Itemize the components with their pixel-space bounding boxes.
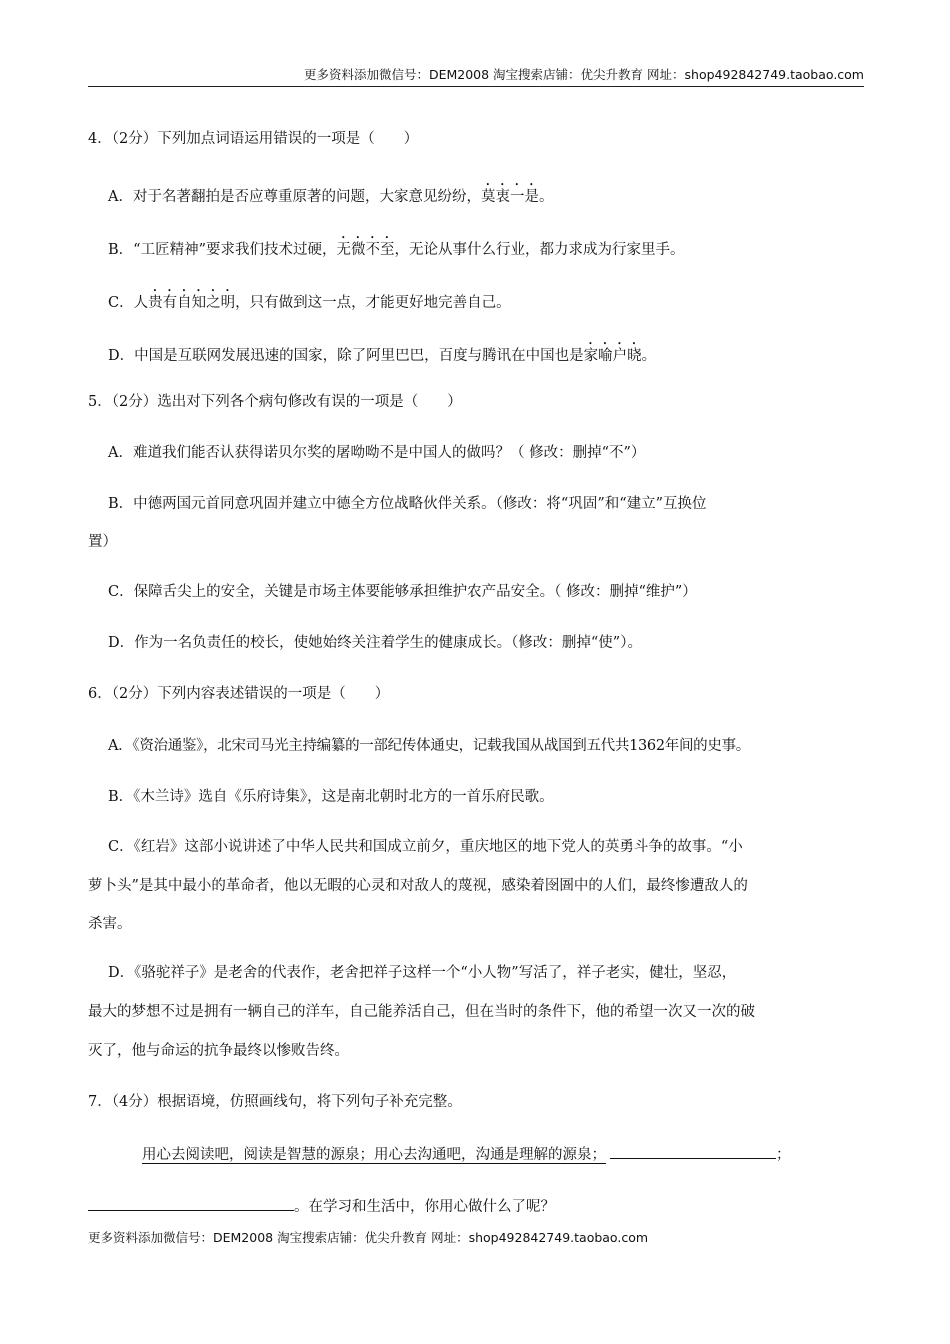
q6-option-c-cont1: 萝卜头”是其中最小的革命者，他以无暇的心灵和对敌人的蔑视，感染着囹圄中的人们，最终惨遭敌人的 <box>88 878 748 894</box>
q5-option-b: B．中德两国元首同意巩固并建立中德全方位战略伙伴关系。（修改：将“巩固”和“建立”互换位 <box>108 496 707 512</box>
q7-line2: 。在学习和生活中，你用心做什么了呢？ <box>88 1194 555 1217</box>
q4-option-b: B．“工匠精神”要求我们技术过硬，无微不至，无论从事什么行业，都力求成为行家里手。 <box>108 242 685 258</box>
q7-stem: 7．（4分）根据语境，仿照画线句，将下列句子补充完整。 <box>88 1094 462 1110</box>
q6-option-d-cont1: 最大的梦想不过是拥有一辆自己的洋车，自己能养活自己，但在当时的条件下，他的希望一次又一次的破 <box>88 1004 755 1020</box>
q4-stem: 4．（2分）下列加点词语运用错误的一项是（ ） <box>88 131 419 147</box>
q7-underlined-sentence: 用心去阅读吧，阅读是智慧的源泉；用心去沟通吧，沟通是理解的源泉； <box>142 1147 606 1163</box>
q7-answer-blank-1[interactable] <box>610 1142 776 1159</box>
q5-stem: 5．（2分）选出对下列各个病句修改有误的一项是（ ） <box>88 394 462 410</box>
q4-option-c: C．人贵有自知之明，只有做到这一点，才能更好地完善自己。 <box>108 295 511 311</box>
q7-answer-blank-2[interactable] <box>88 1194 294 1211</box>
q4-d-dotted-word: 家喻户晓 <box>583 348 642 364</box>
page-header: 更多资料添加微信号：DEM2008 淘宝搜索店铺：优尖升教育 网址：shop492842749.taobao.com <box>88 66 864 87</box>
q4-option-a: A．对于名著翻拍是否应尊重原著的问题，大家意见纷纷，莫衷一是。 <box>108 189 554 205</box>
q5-option-d: D．作为一名负责任的校长，使她始终关注着学生的健康成长。（修改：删掉“使”）。 <box>108 635 642 651</box>
q4-a-dotted-word: 莫衷一是 <box>480 189 539 205</box>
q6-stem: 6．（2分）下列内容表述错误的一项是（ ） <box>88 686 390 702</box>
q6-option-d: D．《骆驼祥子》是老舍的代表作，老舍把祥子这样一个“小人物”写活了，祥子老实，健壮，坚忍， <box>108 965 737 981</box>
q6-option-c-cont2: 杀害。 <box>88 916 132 932</box>
q5-option-a: A．难道我们能否认获得诺贝尔奖的屠呦呦不是中国人的做吗？（ 修改：删掉“不”） <box>108 445 646 461</box>
q6-option-d-cont2: 灭了，他与命运的抗争最终以惨败告终。 <box>88 1043 349 1059</box>
q7-line1: 用心去阅读吧，阅读是智慧的源泉；用心去沟通吧，沟通是理解的源泉； ； <box>142 1142 791 1165</box>
q4-option-d: D．中国是互联网发展迅速的国家，除了阿里巴巴，百度与腾讯在中国也是家喻户晓。 <box>108 348 657 364</box>
q6-option-a: A．《资治通鉴》，北宋司马光主持编纂的一部纪传体通史，记载我国从战国到五代共1362年间的史事。 <box>108 738 750 754</box>
q5-option-c: C．保障舌尖上的安全，关键是市场主体要能够承担维护农产品安全。（ 修改：删掉“维护”） <box>108 584 697 600</box>
q4-b-dotted-word: 无微不至 <box>336 242 395 258</box>
q6-option-c: C．《红岩》这部小说讲述了中华人民共和国成立前夕，重庆地区的地下党人的英勇斗争的故事。“小 <box>108 839 743 855</box>
q4-c-dotted-word: 贵有自知之明 <box>148 295 236 311</box>
page-footer: 更多资料添加微信号：DEM2008 淘宝搜索店铺：优尖升教育 网址：shop492842749.taobao.com <box>88 1230 649 1245</box>
q5-option-b-cont: 置） <box>88 534 117 550</box>
q6-option-b: B．《木兰诗》选自《乐府诗集》，这是南北朝时北方的一首乐府民歌。 <box>108 789 554 805</box>
